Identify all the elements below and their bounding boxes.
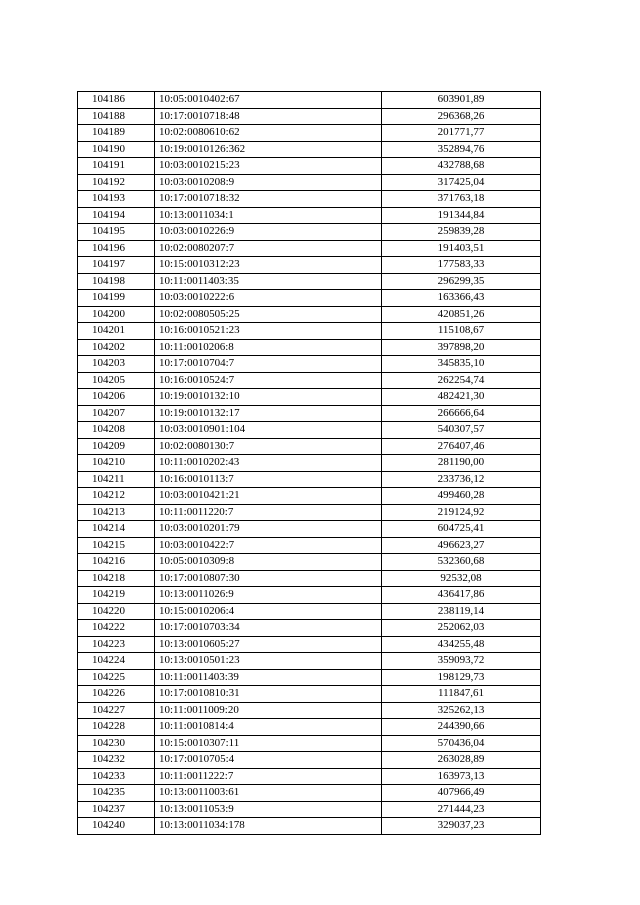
row-id-cell: 104237 [78,801,155,818]
row-amount-cell: 345835,10 [382,356,541,373]
table-row [78,504,541,521]
row-code-cell: 10:13:0010501:23 [155,653,382,670]
row-id-cell: 104224 [78,653,155,670]
row-id-cell: 104206 [78,389,155,406]
table-row [78,801,541,818]
row-code-cell: 10:03:0010901:104 [155,422,382,439]
table-row [78,471,541,488]
row-amount-cell: 191344,84 [382,207,541,224]
table-row [78,636,541,653]
row-code-cell: 10:19:0010132:17 [155,405,382,422]
row-code-cell: 10:19:0010126:362 [155,141,382,158]
row-amount-cell: 281190,00 [382,455,541,472]
table-row [78,356,541,373]
row-code-cell: 10:03:0010215:23 [155,158,382,175]
row-code-cell: 10:13:0011034:178 [155,818,382,835]
row-amount-cell: 263028,89 [382,752,541,769]
row-id-cell: 104190 [78,141,155,158]
row-id-cell: 104205 [78,372,155,389]
row-amount-cell: 111847,61 [382,686,541,703]
row-id-cell: 104191 [78,158,155,175]
row-amount-cell: 604725,41 [382,521,541,538]
row-amount-cell: 262254,74 [382,372,541,389]
row-id-cell: 104235 [78,785,155,802]
row-code-cell: 10:11:0011403:39 [155,669,382,686]
row-amount-cell: 359093,72 [382,653,541,670]
row-id-cell: 104214 [78,521,155,538]
row-amount-cell: 397898,20 [382,339,541,356]
row-code-cell: 10:02:0080130:7 [155,438,382,455]
row-amount-cell: 259839,28 [382,224,541,241]
row-amount-cell: 296368,26 [382,108,541,125]
row-id-cell: 104209 [78,438,155,455]
row-code-cell: 10:11:0011009:20 [155,702,382,719]
row-amount-cell: 317425,04 [382,174,541,191]
table-row [78,339,541,356]
row-id-cell: 104201 [78,323,155,340]
row-id-cell: 104223 [78,636,155,653]
row-amount-cell: 115108,67 [382,323,541,340]
row-id-cell: 104227 [78,702,155,719]
table-row [78,372,541,389]
row-code-cell: 10:13:0011026:9 [155,587,382,604]
row-amount-cell: 252062,03 [382,620,541,637]
row-id-cell: 104230 [78,735,155,752]
row-id-cell: 104210 [78,455,155,472]
row-amount-cell: 244390,66 [382,719,541,736]
row-code-cell: 10:11:0011220:7 [155,504,382,521]
row-amount-cell: 201771,77 [382,125,541,142]
row-amount-cell: 352894,76 [382,141,541,158]
row-code-cell: 10:17:0010807:30 [155,570,382,587]
row-code-cell: 10:16:0010524:7 [155,372,382,389]
table-row [78,273,541,290]
row-code-cell: 10:03:0010226:9 [155,224,382,241]
row-amount-cell: 499460,28 [382,488,541,505]
table-row [78,141,541,158]
row-amount-cell: 325262,13 [382,702,541,719]
row-id-cell: 104200 [78,306,155,323]
table-row [78,554,541,571]
row-id-cell: 104198 [78,273,155,290]
row-id-cell: 104225 [78,669,155,686]
table-row [78,521,541,538]
table-row [78,323,541,340]
row-id-cell: 104195 [78,224,155,241]
row-code-cell: 10:19:0010132:10 [155,389,382,406]
row-amount-cell: 177583,33 [382,257,541,274]
row-amount-cell: 482421,30 [382,389,541,406]
table-row [78,752,541,769]
table-row [78,257,541,274]
table-row [78,818,541,835]
row-amount-cell: 271444,23 [382,801,541,818]
table-row [78,207,541,224]
table-row [78,422,541,439]
table-row [78,438,541,455]
table-row [78,587,541,604]
table-row [78,686,541,703]
row-id-cell: 104220 [78,603,155,620]
row-amount-cell: 436417,86 [382,587,541,604]
row-amount-cell: 198129,73 [382,669,541,686]
row-code-cell: 10:17:0010718:32 [155,191,382,208]
row-code-cell: 10:05:0010402:67 [155,92,382,109]
row-amount-cell: 434255,48 [382,636,541,653]
row-amount-cell: 432788,68 [382,158,541,175]
row-id-cell: 104212 [78,488,155,505]
data-table [77,91,541,835]
row-id-cell: 104202 [78,339,155,356]
row-amount-cell: 92532,08 [382,570,541,587]
row-id-cell: 104189 [78,125,155,142]
table-row [78,405,541,422]
table-row [78,735,541,752]
row-id-cell: 104203 [78,356,155,373]
table-row [78,768,541,785]
row-code-cell: 10:15:0010206:4 [155,603,382,620]
row-code-cell: 10:13:0011003:61 [155,785,382,802]
row-id-cell: 104196 [78,240,155,257]
row-amount-cell: 191403,51 [382,240,541,257]
row-amount-cell: 532360,68 [382,554,541,571]
table-row [78,537,541,554]
table-row [78,158,541,175]
row-id-cell: 104216 [78,554,155,571]
row-id-cell: 104213 [78,504,155,521]
table-row [78,224,541,241]
row-id-cell: 104194 [78,207,155,224]
row-id-cell: 104233 [78,768,155,785]
table-row [78,603,541,620]
row-code-cell: 10:13:0011053:9 [155,801,382,818]
table-row [78,455,541,472]
row-amount-cell: 420851,26 [382,306,541,323]
row-code-cell: 10:17:0010704:7 [155,356,382,373]
row-code-cell: 10:03:0010201:79 [155,521,382,538]
table-row [78,570,541,587]
row-id-cell: 104218 [78,570,155,587]
row-code-cell: 10:11:0010202:43 [155,455,382,472]
row-amount-cell: 540307,57 [382,422,541,439]
row-code-cell: 10:02:0080207:7 [155,240,382,257]
table-row [78,389,541,406]
table-row [78,92,541,109]
table-row [78,488,541,505]
row-amount-cell: 276407,46 [382,438,541,455]
table-row [78,290,541,307]
row-amount-cell: 163973,13 [382,768,541,785]
row-code-cell: 10:17:0010703:34 [155,620,382,637]
row-amount-cell: 496623,27 [382,537,541,554]
row-id-cell: 104207 [78,405,155,422]
row-code-cell: 10:15:0010312:23 [155,257,382,274]
row-id-cell: 104222 [78,620,155,637]
row-code-cell: 10:11:0011222:7 [155,768,382,785]
table-row [78,785,541,802]
row-id-cell: 104186 [78,92,155,109]
row-amount-cell: 266666,64 [382,405,541,422]
row-amount-cell: 219124,92 [382,504,541,521]
row-amount-cell: 407966,49 [382,785,541,802]
table-row [78,620,541,637]
row-id-cell: 104192 [78,174,155,191]
row-code-cell: 10:11:0010206:8 [155,339,382,356]
row-id-cell: 104228 [78,719,155,736]
row-code-cell: 10:11:0010814:4 [155,719,382,736]
row-amount-cell: 238119,14 [382,603,541,620]
row-amount-cell: 329037,23 [382,818,541,835]
row-amount-cell: 371763,18 [382,191,541,208]
row-code-cell: 10:16:0010113:7 [155,471,382,488]
table-row [78,306,541,323]
row-code-cell: 10:02:0080610:62 [155,125,382,142]
row-id-cell: 104208 [78,422,155,439]
row-id-cell: 104240 [78,818,155,835]
row-code-cell: 10:02:0080505:25 [155,306,382,323]
table-row [78,174,541,191]
row-code-cell: 10:16:0010521:23 [155,323,382,340]
row-code-cell: 10:03:0010422:7 [155,537,382,554]
row-code-cell: 10:05:0010309:8 [155,554,382,571]
table-row [78,719,541,736]
row-code-cell: 10:11:0011403:35 [155,273,382,290]
row-code-cell: 10:15:0010307:11 [155,735,382,752]
row-id-cell: 104197 [78,257,155,274]
row-code-cell: 10:13:0011034:1 [155,207,382,224]
row-amount-cell: 570436,04 [382,735,541,752]
row-id-cell: 104211 [78,471,155,488]
row-code-cell: 10:03:0010222:6 [155,290,382,307]
row-id-cell: 104232 [78,752,155,769]
row-code-cell: 10:13:0010605:27 [155,636,382,653]
row-amount-cell: 233736,12 [382,471,541,488]
row-id-cell: 104219 [78,587,155,604]
row-id-cell: 104188 [78,108,155,125]
row-amount-cell: 603901,89 [382,92,541,109]
row-id-cell: 104199 [78,290,155,307]
table-row [78,669,541,686]
table-row [78,125,541,142]
row-amount-cell: 163366,43 [382,290,541,307]
row-code-cell: 10:17:0010705:4 [155,752,382,769]
table-row [78,191,541,208]
row-code-cell: 10:17:0010810:31 [155,686,382,703]
table-row [78,108,541,125]
row-code-cell: 10:17:0010718:48 [155,108,382,125]
table-body [78,92,541,835]
table-row [78,702,541,719]
row-id-cell: 104226 [78,686,155,703]
table-row [78,240,541,257]
table-row [78,653,541,670]
row-code-cell: 10:03:0010208:9 [155,174,382,191]
row-amount-cell: 296299,35 [382,273,541,290]
row-id-cell: 104193 [78,191,155,208]
row-code-cell: 10:03:0010421:21 [155,488,382,505]
row-id-cell: 104215 [78,537,155,554]
